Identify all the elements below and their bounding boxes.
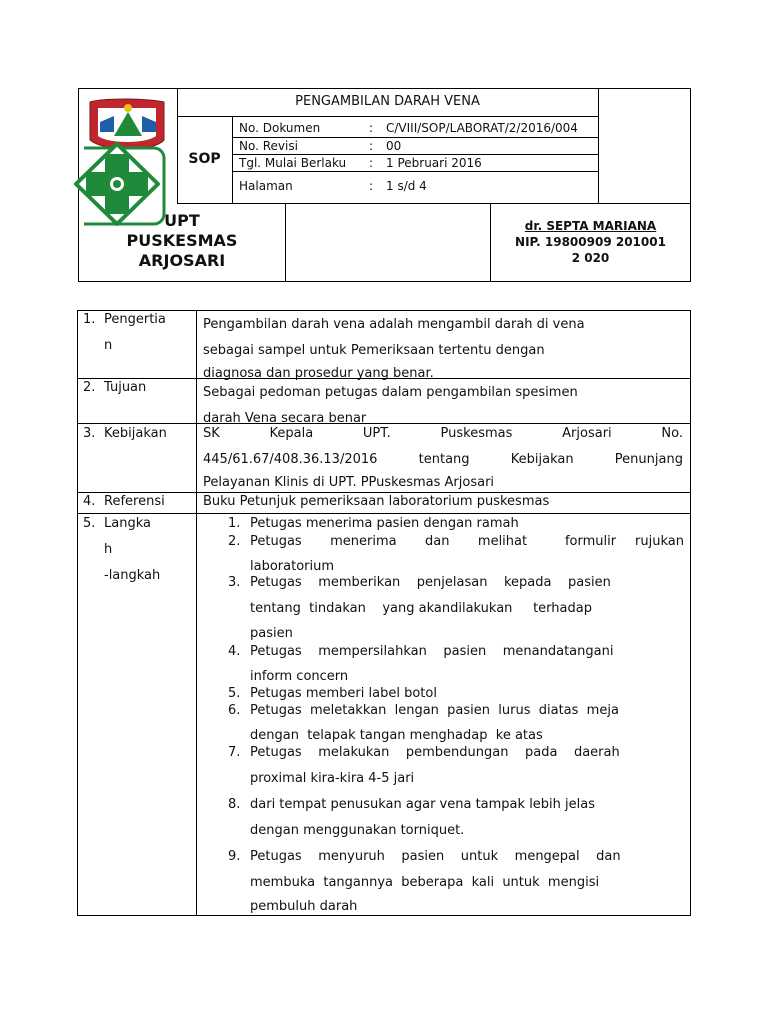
step-line: Petugas memberi label botol: [250, 686, 437, 701]
step-line: inform concern: [250, 669, 349, 684]
row-label: Langka: [104, 516, 151, 531]
step-number: 8.: [228, 797, 241, 812]
step-line: Petugas meletakkan lengan pasien lurus diatas meja: [250, 703, 619, 718]
signer-nip: 2 020: [571, 251, 610, 265]
step-line: Petugas melakukan pembendungan pada daerah: [250, 745, 620, 760]
word: UPT.: [362, 426, 391, 441]
meta-separator: :: [369, 121, 374, 135]
word: Penunjang: [614, 452, 683, 467]
step-line: Petugas menerima dan melihat formulir rujukan: [250, 534, 684, 549]
org-line: UPT: [164, 211, 200, 230]
word: Kepala: [269, 426, 314, 441]
row-content: Buku Petunjuk pemeriksaan laboratorium puskesmas: [203, 494, 550, 509]
step-line: Petugas mempersilahkan pasien menandatangani: [250, 644, 614, 659]
step-line: dengan menggunakan torniquet.: [250, 823, 465, 838]
step-line: pembuluh darah: [250, 899, 358, 914]
row-number: 4.: [83, 494, 96, 509]
meta-value: C/VIII/SOP/LABORAT/2/2016/004: [386, 121, 578, 135]
row-label: Kebijakan: [104, 426, 167, 441]
step-number: 2.: [228, 534, 241, 549]
org-line: PUSKESMAS: [126, 231, 238, 250]
row-label: Tujuan: [104, 380, 147, 395]
step-number: 4.: [228, 644, 241, 659]
signer-name: dr. SEPTA MARIANA: [524, 219, 657, 233]
sop-label: SOP: [188, 151, 221, 167]
step-line: dengan telapak tangan menghadap ke atas: [250, 728, 543, 743]
row-label: n: [104, 338, 113, 353]
meta-separator: :: [369, 139, 374, 153]
meta-value: 1 s/d 4: [386, 179, 427, 193]
step-line: membuka tangannya beberapa kali untuk mengisi: [250, 875, 600, 890]
meta-separator: :: [369, 156, 374, 170]
row-content: [203, 312, 685, 384]
step-line: Petugas memberikan penjelasan kepada pasien: [250, 575, 611, 590]
content-line: [203, 452, 683, 467]
word: Arjosari: [562, 426, 612, 441]
content-line: Pengambilan darah vena adalah mengambil darah di vena: [203, 317, 585, 332]
content-line: [203, 426, 683, 441]
step-line: Petugas menyuruh pasien untuk mengepal dan: [250, 849, 621, 864]
meta-label: No. Dokumen: [239, 121, 321, 135]
row-content: [203, 380, 685, 432]
step-number: 1.: [228, 516, 241, 531]
step-number: 9.: [228, 849, 241, 864]
row-label: -langkah: [104, 568, 161, 583]
word: Puskesmas: [440, 426, 513, 441]
word: Kebijakan: [510, 452, 574, 467]
meta-label: Halaman: [239, 179, 293, 193]
meta-label: Tgl. Mulai Berlaku: [239, 156, 347, 170]
content-line: darah Vena secara benar: [203, 411, 367, 426]
word: 445/61.67/408.36.13/2016: [203, 452, 378, 467]
meta-label: No. Revisi: [239, 139, 298, 153]
meta-value: 00: [386, 139, 402, 153]
signer-nip: NIP. 19800909 201001: [515, 235, 666, 249]
step-line: Petugas menerima pasien dengan ramah: [250, 516, 519, 531]
org-line: ARJOSARI: [138, 251, 226, 270]
step-line: proximal kira-kira 4-5 jari: [250, 771, 415, 786]
step-line: laboratorium: [250, 559, 335, 574]
step-line: pasien: [250, 626, 293, 641]
step-line: tentang tindakan yang akandilakukan terhadap: [250, 601, 592, 616]
content-line: Pelayanan Klinis di UPT. PPuskesmas Arjosari: [203, 475, 495, 490]
word: SK: [203, 426, 220, 441]
step-line: dari tempat penusukan agar vena tampak lebih jelas: [250, 797, 595, 812]
word: tentang: [418, 452, 470, 467]
row-number: 2.: [83, 380, 96, 395]
row-label: h: [104, 542, 113, 557]
step-number: 7.: [228, 745, 241, 760]
step-number: 6.: [228, 703, 241, 718]
step-number: 5.: [228, 686, 241, 701]
step-number: 3.: [228, 575, 241, 590]
meta-separator: :: [369, 179, 374, 193]
row-number: 1.: [83, 312, 96, 327]
document-title: PENGAMBILAN DARAH VENA: [295, 94, 480, 109]
content-line: Sebagai pedoman petugas dalam pengambilan spesimen: [203, 385, 578, 400]
row-number: 5.: [83, 516, 96, 531]
row-number: 3.: [83, 426, 96, 441]
signer-block: [491, 218, 690, 266]
meta-value: 1 Pebruari 2016: [386, 156, 482, 170]
organization-name: [79, 211, 285, 271]
content-line: sebagai sampel untuk Pemeriksaan tertentu dengan: [203, 343, 545, 358]
content-line: diagnosa dan prosedur yang benar.: [203, 366, 434, 381]
row-label: Pengertia: [104, 312, 166, 327]
row-label: Referensi: [104, 494, 165, 509]
word: No.: [661, 426, 683, 441]
